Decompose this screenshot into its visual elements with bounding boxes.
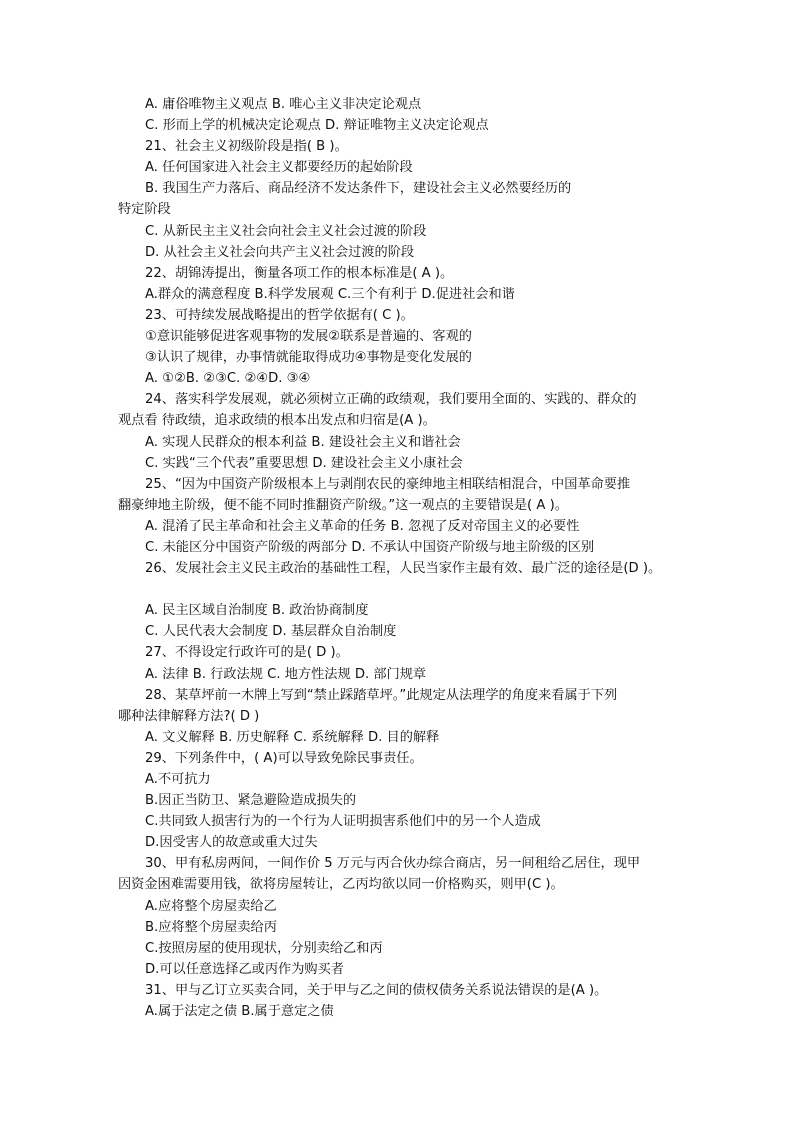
text-line: A.属于法定之债 B.属于意定之债 [145, 1004, 334, 1020]
question-line: 31、甲与乙订立买卖合同，关于甲与乙之间的债权债务关系说法错误的是(A )。 [145, 982, 608, 998]
text-line: B.因正当防卫、紧急避险造成损失的 [145, 793, 357, 809]
text-line: B. 我国生产力落后、商品经济不发达条件下，建设社会主义必然要经历的 [145, 181, 572, 197]
question-line: 25、“因为中国资产阶级根本上与剥削农民的豪绅地主相联结相混合，中国革命要推 [145, 476, 631, 492]
text-line: A. 混淆了民主革命和社会主义革命的任务 B. 忽视了反对帝国主义的必要性 [145, 518, 580, 534]
question-line: 21、社会主义初级阶段是指( B )。 [145, 139, 348, 155]
text-line: A. 庸俗唯物主义观点 B. 唯心主义非决定论观点 [145, 97, 422, 112]
text-line: C. 从新民主主义社会向社会主义社会过渡的阶段 [145, 223, 427, 239]
text-line: 哪种法律解释方法?( D ) [118, 708, 260, 724]
question-line: 24、落实科学发展观，就必须树立正确的政绩观，我们要用全面的、实践的、群众的 [145, 392, 637, 408]
question-line: 30、甲有私房两间，一间作价 5 万元与丙合伙办综合商店，另一间租给乙居住，现甲 [145, 856, 641, 872]
text-line: C. 人民代表大会制度 D. 基层群众自治制度 [145, 624, 397, 640]
text-line: C. 实践“三个代表”重要思想 D. 建设社会主义小康社会 [145, 455, 463, 471]
text-line: C.共同致人损害行为的一个行为人证明损害系他们中的另一个人造成 [145, 814, 541, 830]
text-line: A. ①②B. ②③C. ②④D. ③④ [145, 371, 311, 387]
text-line: A.不可抗力 [145, 772, 211, 787]
text-line: A. 文义解释 B. 历史解释 C. 系统解释 D. 目的解释 [145, 729, 440, 745]
text-line: D.可以任意选择乙或丙作为购买者 [145, 961, 344, 977]
text-line: A. 任何国家进入社会主义都要经历的起始阶段 [145, 160, 413, 176]
text-line: B.应将整个房屋卖给丙 [145, 919, 277, 935]
text-line: C. 形而上学的机械决定论观点 D. 辩证唯物主义决定论观点 [145, 118, 489, 134]
question-line: 28、某草坪前一木牌上写到“禁止踩踏草坪。”此规定从法理学的角度来看属于下列 [145, 687, 618, 703]
blank-line [118, 579, 678, 600]
text-line: 观点看 待政绩，追求政绩的根本出发点和归宿是(A )。 [118, 413, 436, 429]
text-line: A.应将整个房屋卖给乙 [145, 898, 277, 914]
text-line: A.群众的满意程度 B.科学发展观 C.三个有利于 D.促进社会和谐 [145, 286, 515, 302]
question-line: 26、发展社会主义民主政治的基础性工程，人民当家作主最有效、最广泛的途径是(D )。 [145, 561, 662, 577]
text-line: D.因受害人的故意或重大过失 [145, 835, 318, 851]
text-line: ①意识能够促进客观事物的发展②联系是普遍的、客观的 [145, 329, 472, 345]
text-line: A. 实现人民群众的根本利益 B. 建设社会主义和谐社会 [145, 434, 461, 450]
question-line: 23、可持续发展战略提出的哲学依据有( C )。 [145, 307, 414, 323]
question-line: 22、胡锦涛提出，衡量各项工作的根本标准是( A )。 [145, 265, 454, 281]
text-line: 特定阶段 [118, 202, 171, 218]
text-line: A. 民主区域自治制度 B. 政治协商制度 [145, 603, 369, 619]
document-body [118, 94, 678, 1022]
question-line: 29、下列条件中，( A)可以导致免除民事责任。 [145, 750, 423, 766]
text-line: 翻豪绅地主阶级，便不能不同时推翻资产阶级。”这一观点的主要错误是( A )。 [118, 497, 568, 513]
text-line: A. 法律 B. 行政法规 C. 地方性法规 D. 部门规章 [145, 666, 427, 682]
question-line: 27、不得设定行政许可的是( D )。 [145, 645, 349, 661]
text-line: C.按照房屋的使用现状，分别卖给乙和丙 [145, 940, 383, 956]
text-line: 因资金困难需要用钱，欲将房屋转让，乙丙均欲以同一价格购买，则甲(C )。 [118, 877, 564, 893]
text-line: D. 从社会主义社会向共产主义社会过渡的阶段 [145, 244, 415, 260]
text-line: C. 未能区分中国资产阶级的两部分 D. 不承认中国资产阶级与地主阶级的区别 [145, 539, 595, 555]
text-line: ③认识了规律，办事情就能取得成功④事物是变化发展的 [145, 350, 472, 366]
